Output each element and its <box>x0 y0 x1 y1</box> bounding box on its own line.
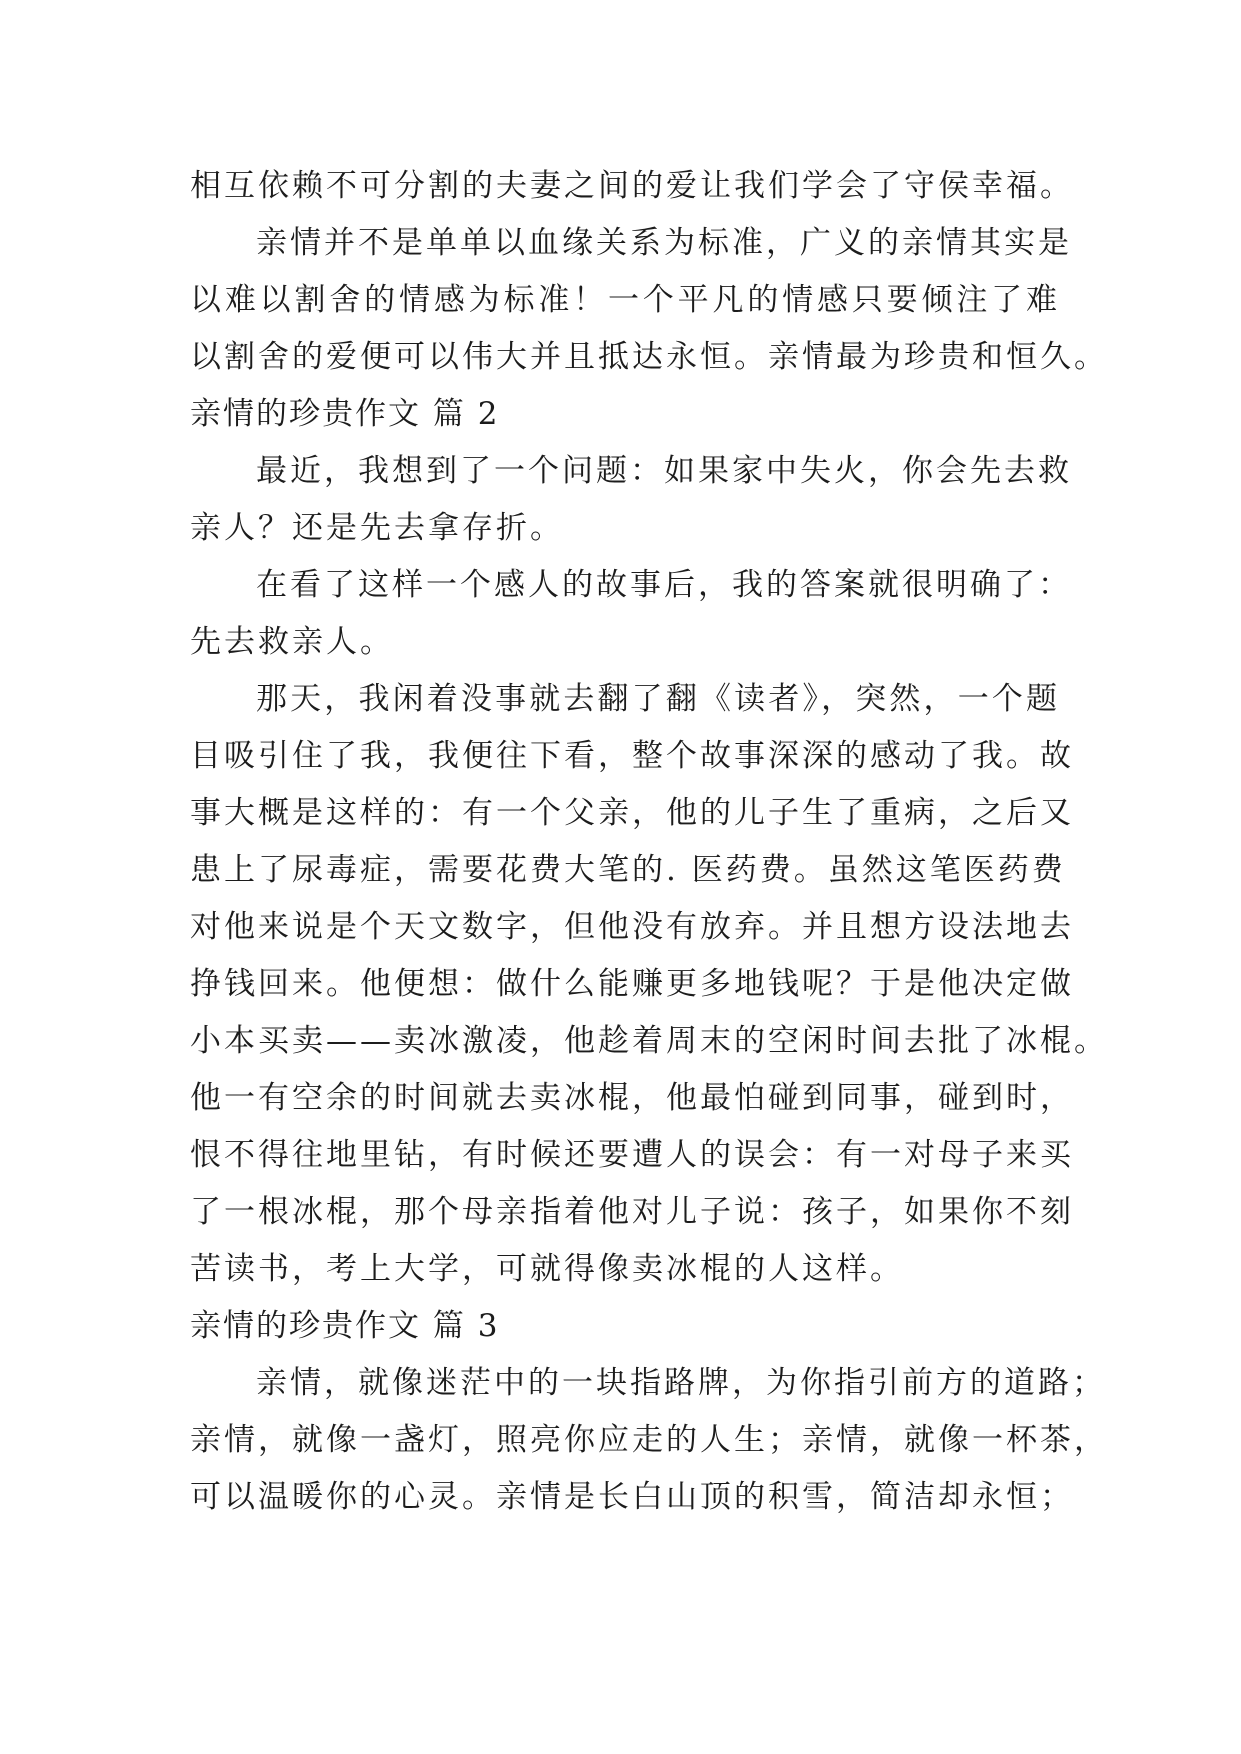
paragraph-line: 对他来说是个天文数字，但他没有放弃。并且想方设法地去 <box>190 909 1074 945</box>
paragraph-line: 恨不得往地里钻，有时候还要遭人的误会：有一对母子来买 <box>190 1137 1074 1173</box>
paragraph-line: 亲人？还是先去拿存折。 <box>190 510 564 546</box>
paragraph <box>190 557 1072 671</box>
paragraph <box>190 215 1108 386</box>
paragraph-line: 可以温暖你的心灵。亲情是长白山顶的积雪，简洁却永恒； <box>190 1479 1074 1515</box>
paragraph-line: 了一根冰棍，那个母亲指着他对儿子说：孩子，如果你不刻 <box>190 1194 1074 1230</box>
paragraph-line: 相互依赖不可分割的夫妻之间的爱让我们学会了守侯幸福。 <box>190 168 1074 204</box>
paragraph <box>190 443 1072 557</box>
paragraph-line: 事大概是这样的：有一个父亲，他的儿子生了重病，之后又 <box>190 795 1074 831</box>
paragraph-line: 他一有空余的时间就去卖冰棍，他最怕碰到同事，碰到时， <box>190 1080 1074 1116</box>
paragraph <box>190 1355 1108 1526</box>
paragraph <box>190 671 1108 1298</box>
paragraph-line: 在看了这样一个感人的故事后，我的答案就很明确了： <box>256 567 1072 603</box>
paragraph-line: 小本买卖——卖冰激凌，他趁着周末的空闲时间去批了冰棍。 <box>190 1023 1108 1059</box>
paragraph-line: 先去救亲人。 <box>190 624 394 660</box>
paragraph-line: 亲情，就像迷茫中的一块指路牌，为你指引前方的道路； <box>256 1365 1106 1401</box>
paragraph-line: 以割舍的爱便可以伟大并且抵达永恒。亲情最为珍贵和恒久。 <box>190 339 1108 375</box>
section-heading: 亲情的珍贵作文 篇 3 <box>190 1308 500 1344</box>
section-heading: 亲情的珍贵作文 篇 2 <box>190 396 500 432</box>
paragraph-line: 目吸引住了我，我便往下看，整个故事深深的感动了我。故 <box>190 738 1074 774</box>
paragraph-line: 亲情，就像一盏灯，照亮你应走的人生；亲情，就像一杯茶， <box>190 1422 1108 1458</box>
paragraph-line: 亲情并不是单单以血缘关系为标准，广义的亲情其实是 <box>256 225 1072 261</box>
paragraph-line: 挣钱回来。他便想：做什么能赚更多地钱呢？于是他决定做 <box>190 966 1074 1002</box>
paragraph-line: 最近，我想到了一个问题：如果家中失火，你会先去救 <box>256 453 1072 489</box>
paragraph-line: 以难以割舍的情感为标准！一个平凡的情感只要倾注了难 <box>190 282 1060 318</box>
paragraph-line: 那天，我闲着没事就去翻了翻《读者》，突然，一个题 <box>256 681 1060 717</box>
paragraph-line: 苦读书，考上大学，可就得像卖冰棍的人这样。 <box>190 1251 904 1287</box>
paragraph-line: 患上了尿毒症，需要花费大笔的. 医药费。虽然这笔医药费 <box>190 852 1066 888</box>
document-body <box>190 158 1108 1526</box>
